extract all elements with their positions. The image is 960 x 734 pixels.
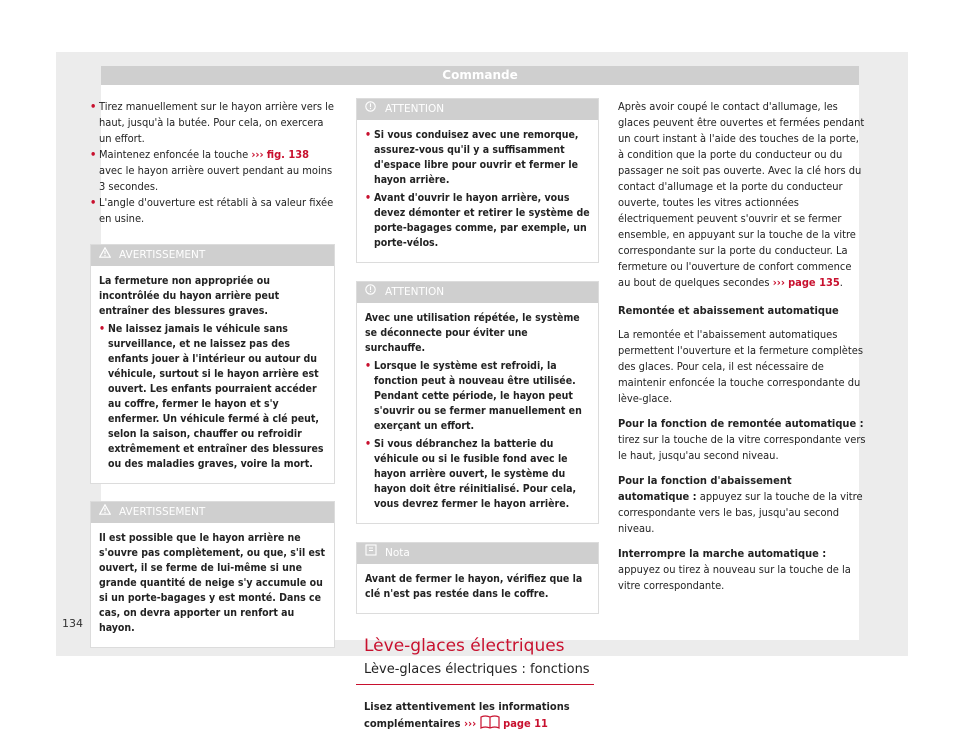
list-item: • Tirez manuellement sur le hayon arrière vers le haut, jusqu'à la butée. Pour cela, on exercera un effort. (90, 100, 334, 145)
figure-link[interactable]: fig. 138 (266, 148, 310, 161)
sub-section-title: Lève-glaces électriques : fonctions (356, 662, 594, 685)
arrow-icon: ››› (772, 276, 785, 289)
subheading: Remontée et abaissement automatique (618, 304, 839, 317)
info-circle-icon (365, 282, 385, 303)
column-left (90, 99, 335, 648)
attention-box-body (357, 120, 598, 262)
page-link[interactable]: page 135 (788, 276, 840, 289)
page-header: Commande (101, 66, 859, 85)
warning-triangle-icon (99, 245, 119, 266)
list-item: • Avant d'ouvrir le hayon arrière, vous devez démonter et retirer le système de porte-bagages comme, par exemple, un porte-vélos. (365, 192, 590, 249)
warning-box-body: Il est possible que le hayon arrière ne s'ouvre pas complètement, ou que, s'il est ouvert, il se ferme de lui-même si une grande quantité de neige s'y accumule ou si un porte-bagages y est monté. Dans ce cas, on devra apporter un renfort au hayon. (99, 532, 326, 634)
list-item: • Maintenez enfoncée la touche ››› fig. 138 avec le hayon arrière ouvert pendant au moins 3 secondes. (90, 148, 333, 193)
column-right: Après avoir coupé le contact d'allumage, les glaces peuvent être ouvertes et fermées pendant un court instant à l'aide des touches de la porte, à condition que la porte du conducteur ou du passager ne soit pas ouverte. Avec la clé hors du contact d'allumage et la porte du conducteur ouverte, toutes les vitres actionnées électriquement peuvent s'ouvrir et se fermer ensemble, en appuyant sur la touche de la vitre correspondante sur la porte du conducteur. La fermeture ou l'ouverture de confort commence au bout de quelques secondes ››› page 135. Remontée et abaissement automatique La remontée et l'abaissement automatiques permettent l'ouverture et la fermeture complètes des glaces. Pour cela, il est nécessaire de maintenir enfoncée la touche correspondante du lève-glace. Pour la fonction de remontée automatique : tirez sur la touche de la vitre correspondante vers le haut, jusqu'au second niveau. Pour la fonction d'abaissement automatique : appuyez sur la touche de la vitre correspondante vers le bas, jusqu'au second niveau. Interrompre la marche automatique : appuyez ou tirez à nouveau sur la touche de la vitre correspondante. (618, 100, 866, 592)
attention-box-body: Avec une utilisation répétée, le système se déconnecte pour éviter une surchauffe. • Lorsque le système est refroidi, la fonction peut à nouveau être utilisée. Pendant cette période, le hayon peut s'ouvrir ou se fermer manuellement en exerçant un effort. • Si vous débranchez la batterie du véhicule ou si le fusible fond avec le hayon arrière ouvert, le système du hayon doit être réinitialisé. Pour cela, vous devrez fermer le hayon arrière. (357, 303, 598, 523)
attention-box-title: ATTENTION (357, 282, 598, 303)
list-item: • Lorsque le système est refroidi, la fonction peut à nouveau être utilisée. Pendant cette période, le hayon peut s'ouvrir ou se fermer manuellement en exerçant un effort. (365, 360, 582, 432)
page-link[interactable]: page 11 (503, 717, 548, 730)
warning-box-body: La fermeture non appropriée ou incontrôlée du hayon arrière peut entraîner des blessures graves. • Ne laissez jamais le véhicule sans surveillance, et ne laissez pas des enfants jouer à l'intérieur ou autour du véhicule, surtout si le hayon arrière est ouvert. Les enfants pourraient accéder au coffre, fermer le hayon et s'y enfermer. Un véhicule fermé à clé peut, selon la saison, chauffer ou refroidir extrêmement et entraîner des blessures ou des maladies graves, voire la mort. (91, 266, 334, 483)
list-item: • Ne laissez jamais le véhicule sans surveillance, et ne laissez pas des enfants jouer à l'intérieur ou autour du véhicule, surtout si le hayon arrière est ouvert. Les enfants pourraient accéder au coffre, fermer le hayon et s'y enfermer. Un véhicule fermé à clé peut, selon la saison, chauffer ou refroidir extrêmement et entraîner des blessures ou des maladies graves, voire la mort. (99, 323, 324, 470)
info-circle-icon (365, 99, 385, 120)
bullet-icon: • (90, 196, 97, 209)
warning-box (90, 501, 335, 648)
note-box-title: Nota (357, 543, 598, 564)
arrow-icon: ››› (251, 148, 264, 161)
bullet-icon: • (90, 100, 97, 113)
book-icon (480, 715, 500, 734)
attention-box (356, 281, 599, 524)
bullet-icon: • (365, 360, 372, 372)
warning-triangle-icon (99, 502, 119, 523)
column-middle (356, 98, 599, 734)
list-item: • Si vous débranchez la batterie du véhicule ou si le fusible fond avec le hayon arrière ouvert, le système du hayon doit être réinitialisé. Pour cela, vous devrez fermer le hayon arrière. (365, 438, 577, 510)
bullet-icon: • (365, 129, 372, 141)
page-number: 134 (62, 617, 83, 630)
attention-box (356, 98, 599, 263)
list-item: • Si vous conduisez avec une remorque, assurez-vous qu'il y a suffisamment d'espace libre pour ouvrir et fermer le hayon arrière. (365, 129, 579, 186)
list-item: • L'angle d'ouverture est rétabli à sa valeur fixée en usine. (90, 196, 334, 225)
warning-box (90, 244, 335, 484)
read-note: Lisez attentivement les informations complémentaires ››› page 11 (364, 699, 599, 734)
warning-box-title: AVERTISSEMENT (91, 502, 334, 523)
section-title: Lève-glaces électriques (364, 636, 565, 656)
note-icon (365, 543, 385, 564)
note-box (356, 542, 599, 614)
bullet-icon: • (365, 192, 372, 204)
bullet-icon: • (90, 148, 97, 161)
warning-box-title: AVERTISSEMENT (91, 245, 334, 266)
arrow-icon: ››› (463, 717, 477, 730)
bullet-icon: • (365, 438, 372, 450)
note-box-body: Avant de fermer le hayon, vérifiez que la clé n'est pas restée dans le coffre. (365, 573, 583, 600)
bullet-icon: • (99, 323, 106, 335)
attention-box-title: ATTENTION (357, 99, 598, 120)
